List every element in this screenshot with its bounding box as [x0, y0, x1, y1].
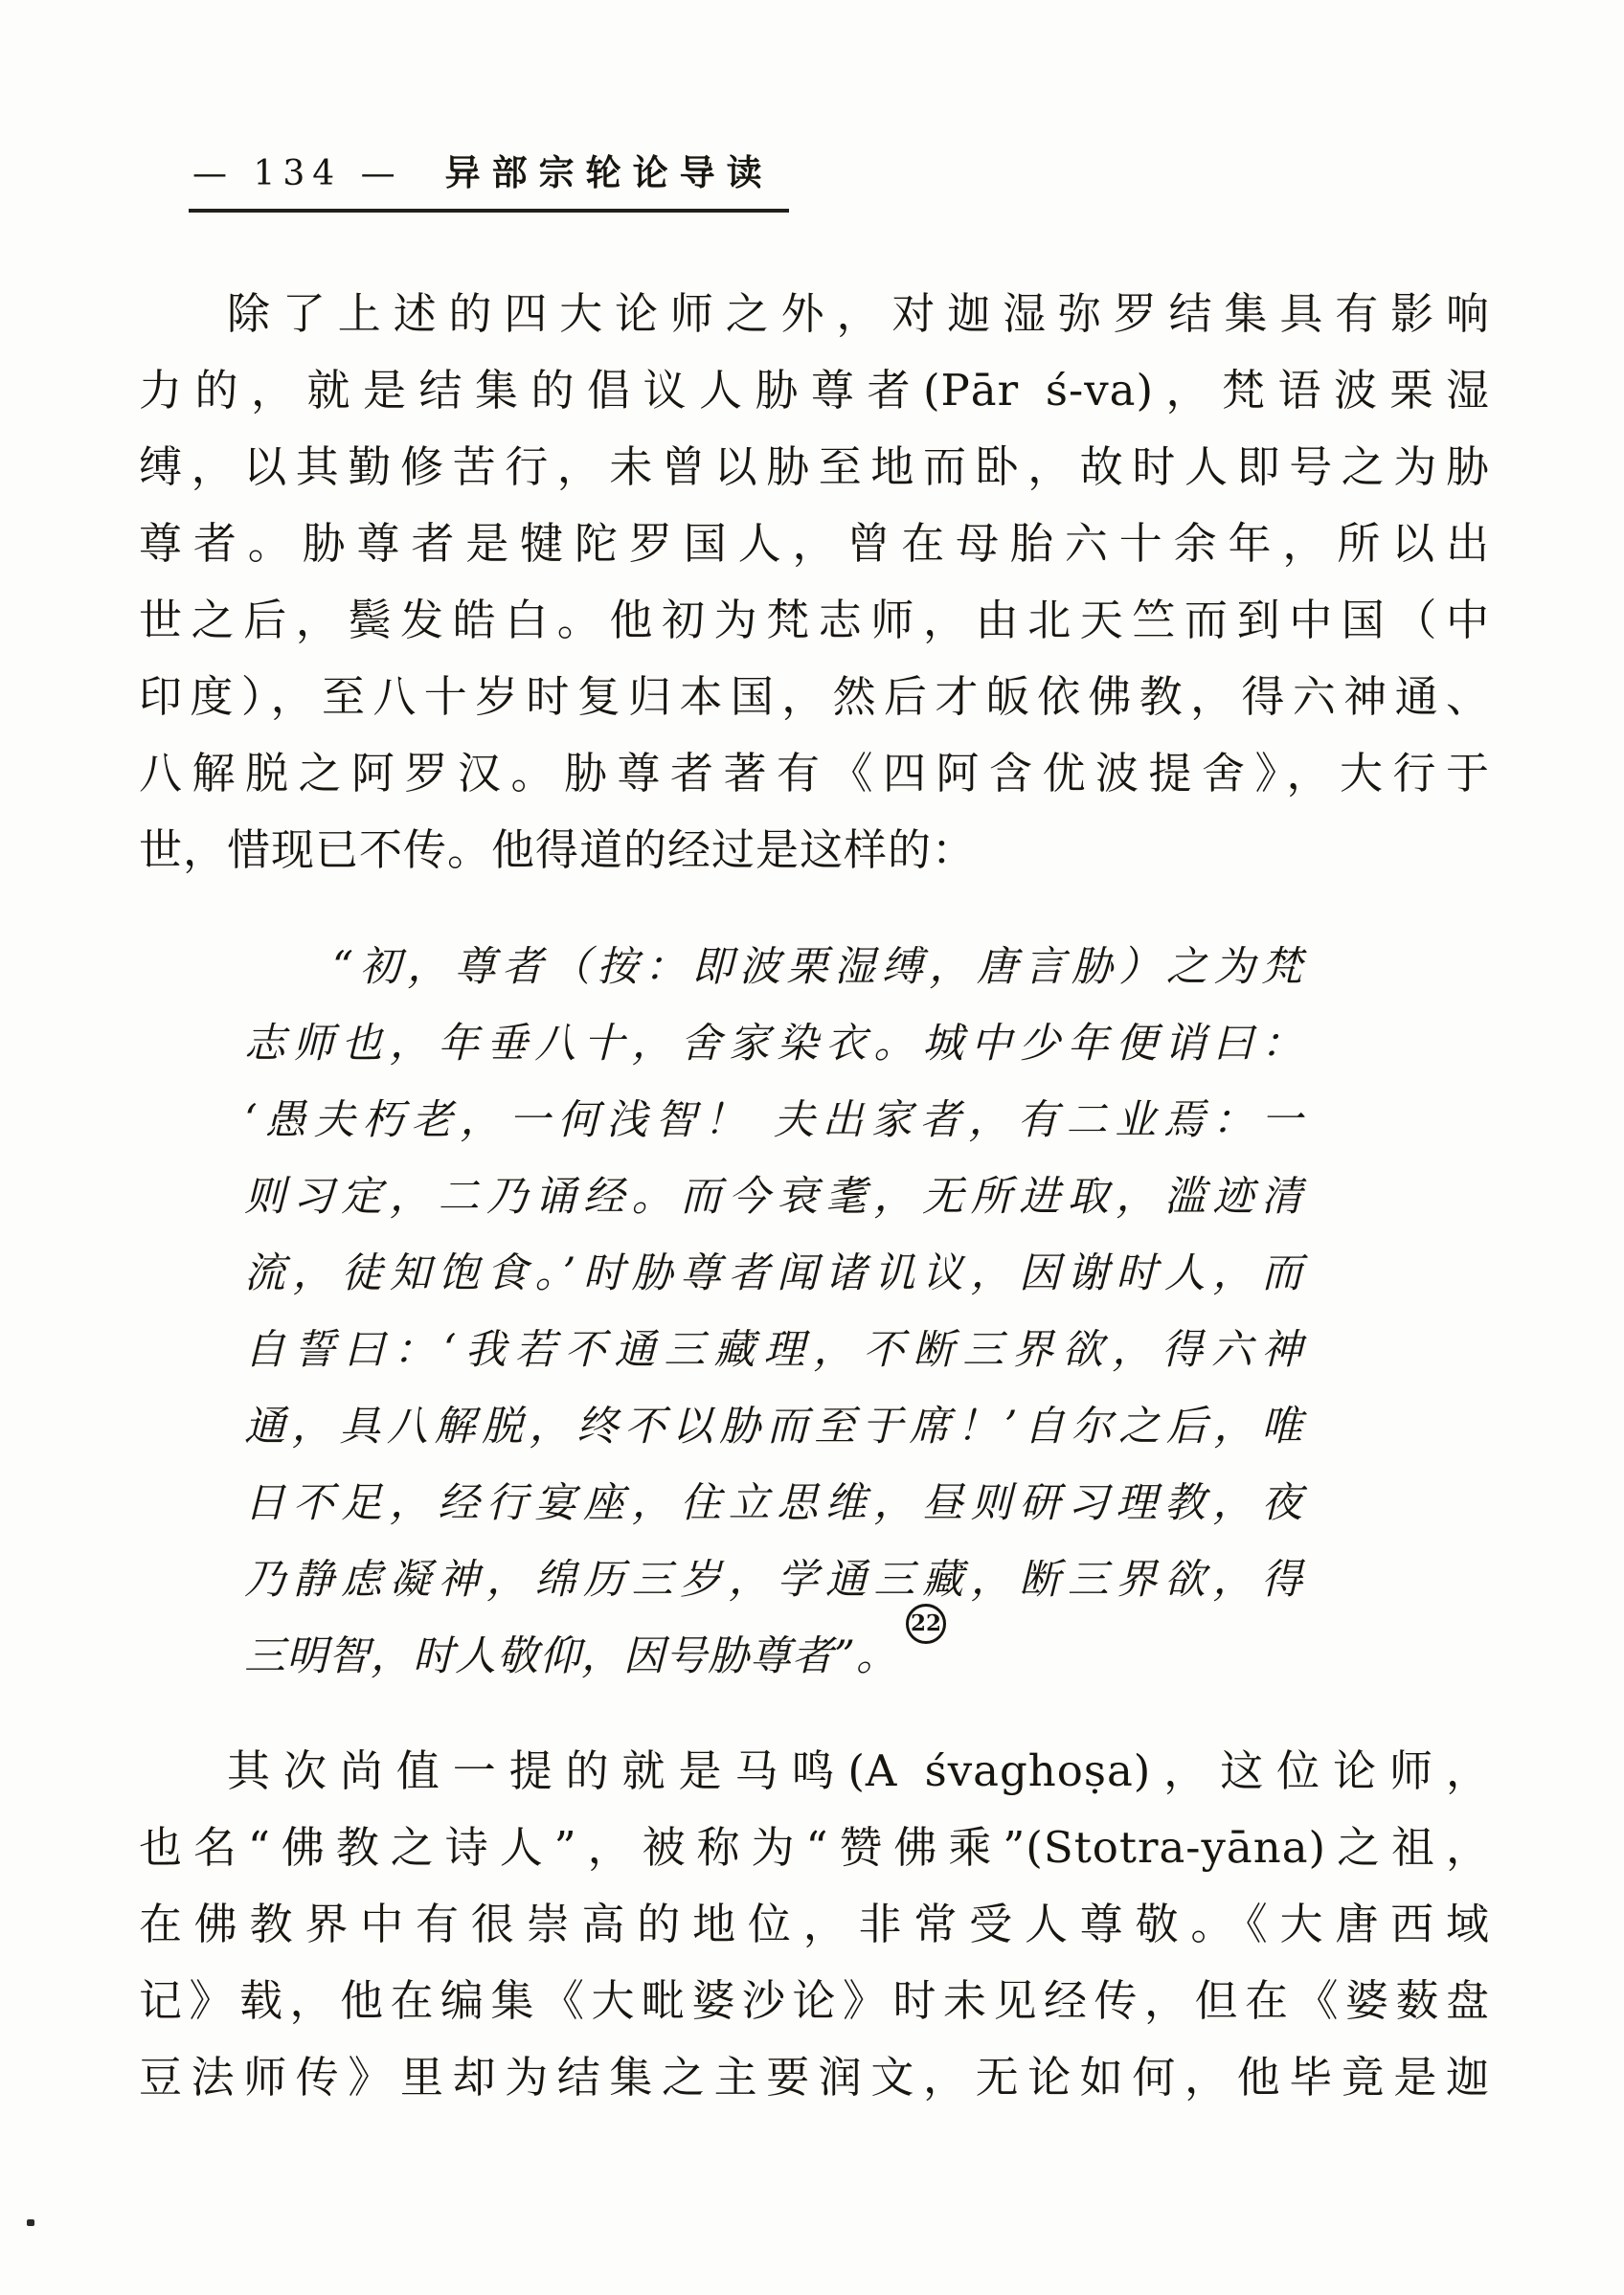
quote-line: 乃静虑凝神，绵历三岁，学通三藏，断三界欲，得	[244, 1556, 1303, 1604]
quote-line: 志师也，年垂八十，舍家染衣。城中少年便诮曰：	[244, 1020, 1303, 1068]
paragraph-2	[139, 1733, 1490, 2116]
text-line: 在佛教界中有很崇高的地位，非常受人尊敬。《大唐西域	[139, 1899, 1490, 1949]
footnote-reference-badge: 22	[906, 1604, 946, 1644]
book-title: 异部宗轮论导读	[444, 151, 774, 193]
page-body	[139, 276, 1490, 2116]
quote-line: ‘愚夫朽老，一何浅智！ 夫出家者，有二业焉：一	[244, 1096, 1303, 1144]
quote-line: 日不足，经行宴座，住立思维，昼则研习理教，夜	[244, 1479, 1303, 1527]
text-line: 也名“佛教之诗人”，被称为“赞佛乘”(Stotra-yāna)之祖，	[139, 1822, 1490, 1873]
quote-line: 则习定，二乃诵经。而今衰耄，无所进取，滥迹清	[244, 1173, 1303, 1221]
text-line: 豆法师传》里却为结集之主要润文，无论如何，他毕竟是迦	[139, 2052, 1490, 2103]
quotation-block	[244, 929, 1303, 1695]
quote-line	[244, 1609, 1303, 1695]
running-header	[189, 144, 789, 213]
text-line: 缚，以其勤修苦行，未曾以胁至地而卧，故时人即号之为胁	[139, 441, 1490, 492]
text-line: 力的，就是结集的倡议人胁尊者(Pār ś-va)，梵语波栗湿	[139, 365, 1490, 416]
quote-line: 流，徒知饱食。’时胁尊者闻诸讥议，因谢时人，而	[244, 1249, 1303, 1297]
text-line: 其次尚值一提的就是马鸣(A śvaghoṣa)，这位论师，	[227, 1745, 1490, 1796]
text-line: 除了上述的四大论师之外，对迦湿弥罗结集具有影响	[227, 288, 1490, 339]
quote-line: 通，具八解脱，终不以胁而至于席！’自尔之后，唯	[244, 1403, 1303, 1451]
text-line: 尊者。胁尊者是犍陀罗国人，曾在母胎六十余年，所以出	[139, 518, 1490, 569]
text-line: 世，惜现已不传。他得道的经过是这样的：	[139, 824, 977, 875]
quote-line-text: 三明智，时人敬仰，因号胁尊者”。	[244, 1632, 898, 1680]
quote-line: 自誓曰：‘我若不通三藏理，不断三界欲，得六神	[244, 1326, 1303, 1374]
text-line: 世之后，鬓发皓白。他初为梵志师，由北天竺而到中国（中	[139, 595, 1490, 645]
text-line: 记》载，他在编集《大毗婆沙论》时未见经传，但在《婆薮盘	[139, 1975, 1490, 2026]
text-line: 印度），至八十岁时复归本国，然后才皈依佛教，得六神通、	[139, 671, 1490, 722]
paragraph-1	[139, 276, 1490, 889]
quote-line: “初，尊者（按：即波栗湿缚，唐言胁）之为梵	[332, 943, 1303, 991]
page-number: — 134 —	[192, 154, 403, 193]
scan-speck-artifact	[27, 2219, 34, 2226]
text-line: 八解脱之阿罗汉。胁尊者著有《四阿含优波提舍》，大行于	[139, 748, 1490, 799]
